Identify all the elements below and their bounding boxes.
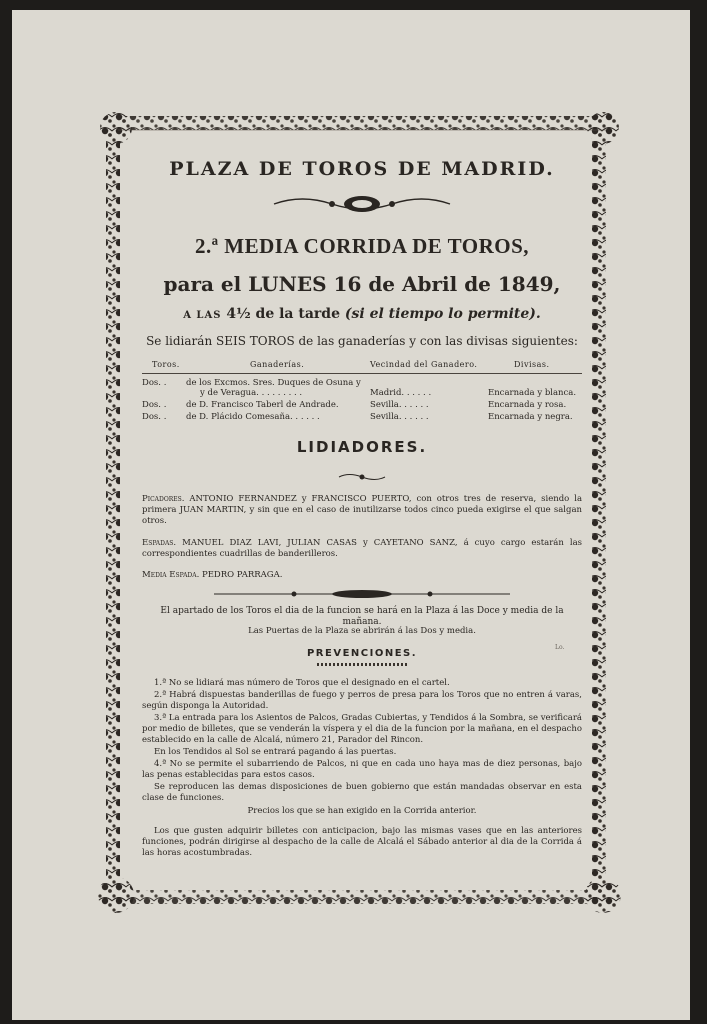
stamp-mark: Lo. <box>555 644 565 651</box>
apartado-text: El apartado de los Toros el dia de la funcion se hará en la Plaza á las Doce y media de la mañana. <box>160 606 564 627</box>
rule-item: 2.ª Habrá dispuestas banderillas de fuego y perros de presa para los Toros que no entren á varas, según disponga la Autoridad. <box>142 690 582 711</box>
time-prefix: A LAS <box>183 310 222 321</box>
prevenciones-heading: PREVENCIONES. <box>306 648 418 659</box>
weather-note: (si el tiempo lo permite). <box>344 306 541 322</box>
closing-paragraph: Los que gusten adquirir billetes con anticipacion, bajo las mismas vases que en las anteriores funciones, podrán dirigirse al despacho de la calle de Alcalá el Sábado anterior al dia de la Corrida á las horas acostumbradas. <box>142 826 582 858</box>
divider-ornament <box>214 588 510 600</box>
rule-item: 3.ª La entrada para los Asientos de Palcos, Gradas Cubiertas, y Tendidos á la Sombra, se verificará por medio de billetes, que se venderán la víspera y el dia de la funcion por la mañana, en el despacho establecido en la calle de Alcalá, número 21, Parador del Rincon. <box>142 713 582 745</box>
prevenciones-underline <box>317 663 407 666</box>
intro-text: Se lidiarán SEIS TOROS de las ganaderías y con las divisas siguientes: <box>146 334 578 348</box>
rule-item: Se reproducen las demas disposiciones de buen gobierno que están mandadas observar en esta clase de funciones. <box>142 782 582 803</box>
picadores-paragraph <box>142 494 582 527</box>
header-rule <box>142 373 582 374</box>
media-espada-paragraph <box>142 570 582 581</box>
cell-ganaderia: de D. Francisco Taberl de Andrade. <box>186 400 339 410</box>
media-espada-label: Media Espada. <box>142 570 200 580</box>
cell-ganaderia: y de Veragua. . . . . . . . . <box>200 388 303 398</box>
espadas-paragraph <box>142 538 582 560</box>
cell-toros: Dos. . <box>142 378 167 388</box>
cell-divisa: Encarnada y blanca. <box>488 388 577 398</box>
espadas-label: Espadas. <box>142 538 177 548</box>
decorative-frame <box>98 110 626 918</box>
page-title: PLAZA DE TOROS DE MADRID. <box>169 158 555 180</box>
cell-toros: Dos. . <box>142 412 167 422</box>
cell-ganaderia: de los Excmos. Sres. Duques de Osuna y <box>186 378 361 388</box>
scroll-ornament <box>272 192 452 216</box>
cell-divisa: Encarnada y rosa. <box>488 400 567 410</box>
puertas-text: Las Puertas de la Plaza se abrirán á las Dos y media. <box>248 626 476 636</box>
media-espada-text: PEDRO PARRAGA. <box>201 570 283 580</box>
header-vecindad: Vecindad del Ganadero. <box>370 360 478 369</box>
rule-item: 4.ª No se permite el subarriendo de Palcos, ni que en cada uno haya mas de diez personas, bajo las penas establecidas para estos casos. <box>142 759 582 780</box>
header-divisas: Divisas. <box>514 360 550 369</box>
header-toros: Toros. <box>152 360 180 369</box>
espadas-text: MANUEL DIAZ LAVI, JULIAN CASAS y CAYETANO SANZ, á cuyo cargo estarán las correspondientes cuadrillas de banderilleros. <box>142 538 583 559</box>
event-heading: 2.ª MEDIA CORRIDA DE TOROS, <box>194 234 530 258</box>
cell-vecindad: Sevilla. . . . . . <box>370 412 429 422</box>
time-middle: de la tarde <box>255 306 340 322</box>
cell-vecindad: Madrid. . . . . . <box>370 388 432 398</box>
small-ornament <box>337 472 387 482</box>
cell-divisa: Encarnada y negra. <box>488 412 573 422</box>
rule-item: 1.ª No se lidiará mas número de Toros que el designado en el cartel. <box>154 678 450 688</box>
rule-item: En los Tendidos al Sol se entrará pagando á las puertas. <box>154 747 397 757</box>
picadores-label: Picadores. <box>142 494 185 504</box>
cell-toros: Dos. . <box>142 400 167 410</box>
event-date: para el LUNES 16 de Abril de 1849, <box>163 272 561 296</box>
header-ganaderias: Ganaderías. <box>250 360 305 369</box>
cell-ganaderia: de D. Plácido Comesaña. . . . . . <box>186 412 320 422</box>
poster-paper <box>12 10 690 1020</box>
lidiadores-heading: LIDIADORES. <box>296 438 428 456</box>
precios-text: Precios los que se han exigido en la Corrida anterior. <box>247 806 477 816</box>
cell-vecindad: Sevilla. . . . . . <box>370 400 429 410</box>
event-time <box>142 306 582 322</box>
time-hour: 4½ <box>226 306 251 322</box>
picadores-text: ANTONIO FERNANDEZ y FRANCISCO PUERTO, con otros tres de reserva, siendo la primera JUAN MARTIN, y sin que en el caso de inutilizarse todos cinco pueda exigirse el que salgan otros. <box>142 494 583 526</box>
